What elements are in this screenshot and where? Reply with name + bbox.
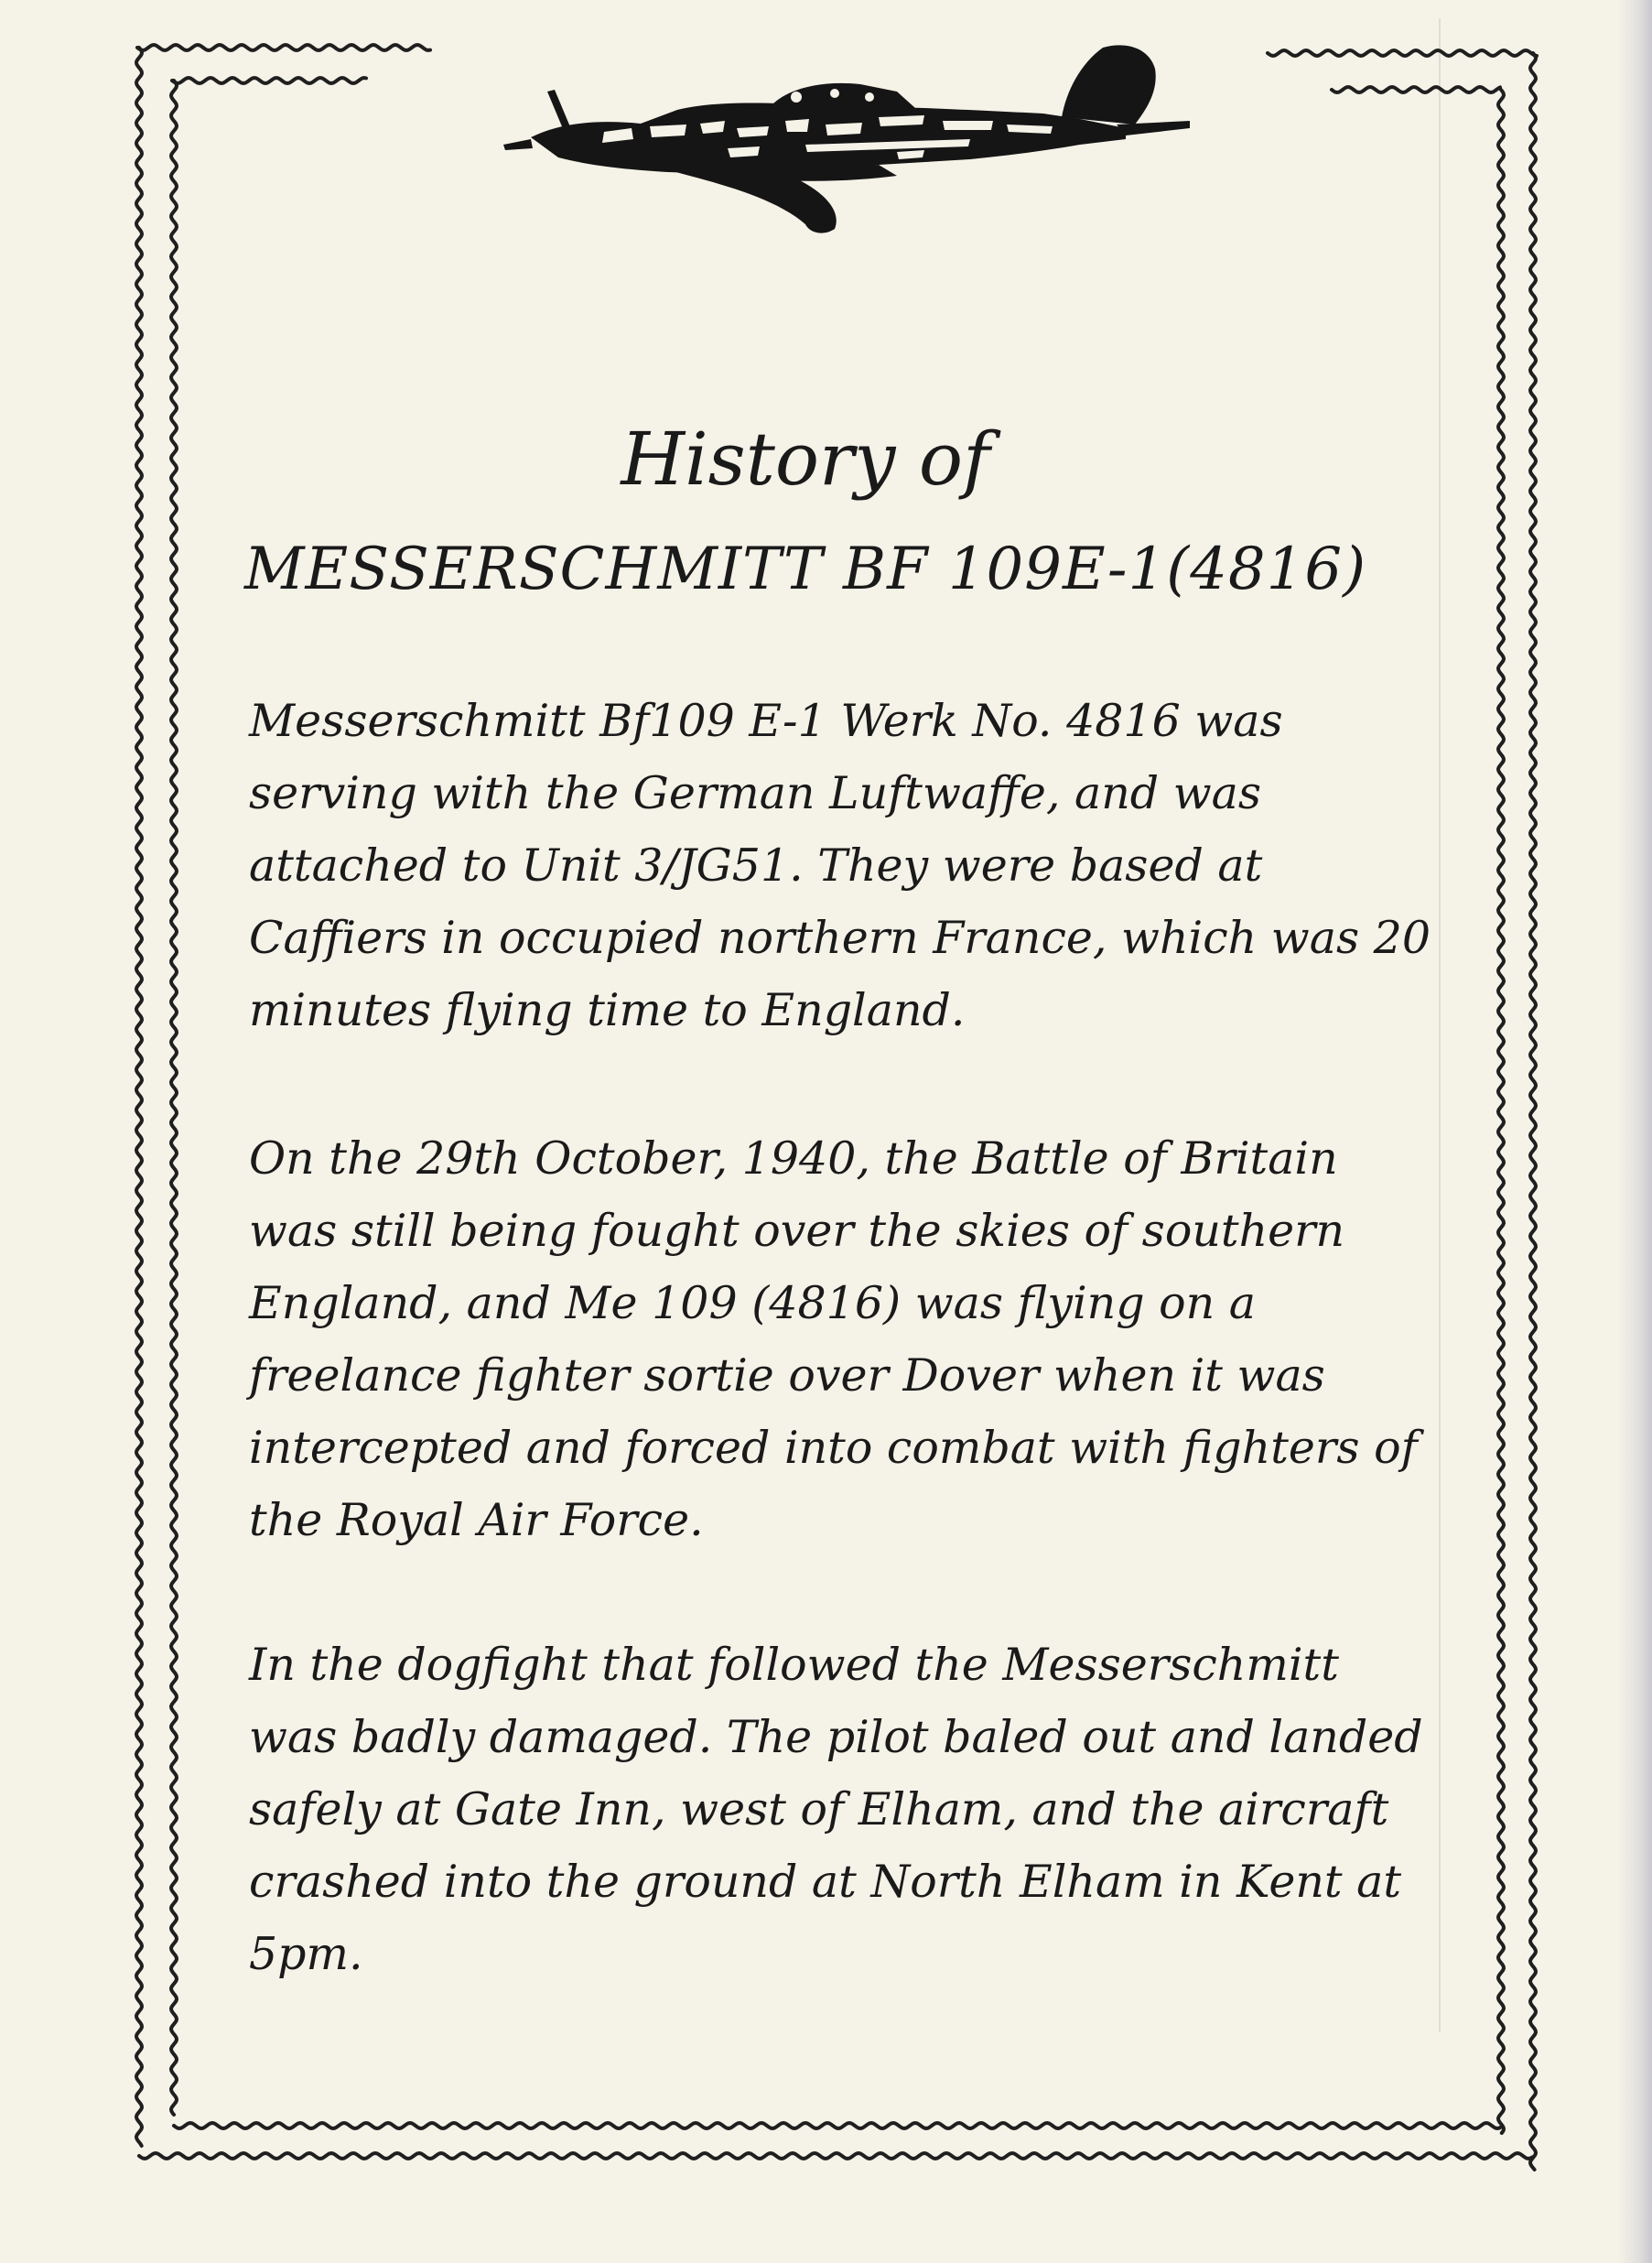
border-wave bbox=[1530, 53, 1536, 2170]
paragraph-2: On the 29th October, 1940, the Battle of Britain was still being fought over the skies of southern England, and Me 109 (4816) was flying on a freelance fighter sortie over Dover when it was intercepted and forced into combat with fighters of the Royal Air Force. bbox=[249, 1132, 1418, 1546]
paragraph-3: In the dogfight that followed the Messerschmitt was badly damaged. The pilot baled out and landed safely at Gate Inn, west of Elham, and the aircraft crashed into the ground at North Elham in Kent at 5pm. bbox=[249, 1639, 1423, 1980]
border-wave bbox=[1332, 87, 1500, 92]
border-wave bbox=[171, 81, 177, 2115]
aircraft-silhouette-icon bbox=[494, 37, 1190, 247]
paragraph-1: Messerschmitt Bf109 E-1 Werk No. 4816 was serving with the German Luftwaffe, and was attached to Unit 3/JG51. They were based at Caffiers in occupied northern France, which was 20 minutes flying time to England. bbox=[249, 695, 1431, 1036]
border-wave bbox=[172, 78, 366, 83]
border-wave bbox=[136, 48, 142, 2146]
border-wave bbox=[1268, 50, 1537, 56]
border-wave bbox=[174, 2123, 1501, 2128]
border-wave bbox=[1498, 90, 1504, 2133]
border-wave bbox=[137, 45, 430, 50]
document-title: History of bbox=[621, 417, 990, 502]
border-wave bbox=[139, 2153, 1532, 2159]
document-subtitle: MESSERSCHMITT BF 109E-1(4816) bbox=[243, 536, 1367, 603]
